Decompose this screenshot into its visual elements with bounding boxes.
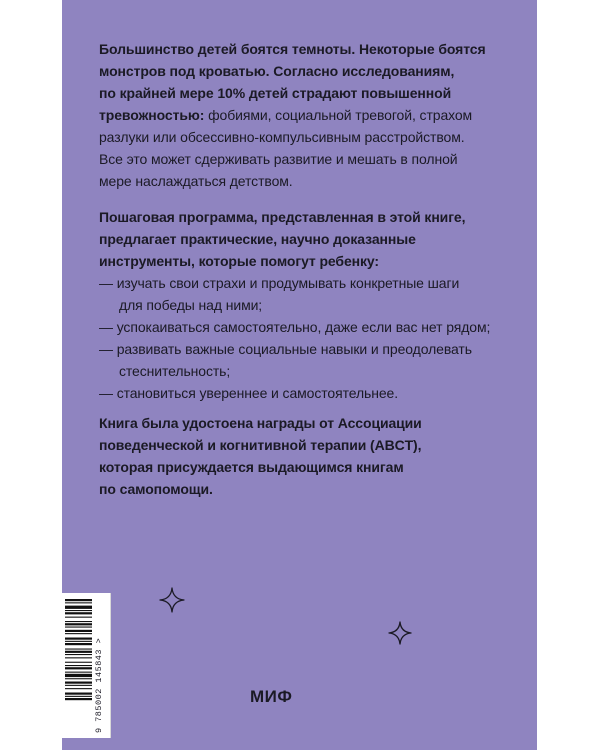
program-bold-line-3: инструменты, которые помогут ребенку: xyxy=(99,253,379,269)
award-paragraph xyxy=(99,412,519,500)
sparkle-icon xyxy=(159,587,185,613)
bullet-continuation: стеснительность; xyxy=(119,363,231,379)
intro-line-5: разлуки или обсессивно-компульсивным расстройством. xyxy=(99,129,465,145)
bullet-item xyxy=(99,316,519,338)
intro-paragraph xyxy=(99,38,519,192)
program-paragraph xyxy=(99,206,519,404)
book-back-cover xyxy=(62,0,537,750)
barcode-bars xyxy=(62,593,92,738)
isbn-barcode xyxy=(62,593,111,738)
publisher-logo: МИФ xyxy=(250,687,293,706)
bullet-text: — успокаиваться самостоятельно, даже если вас нет рядом; xyxy=(99,319,491,335)
intro-line-4: фобиями, социальной тревогой, страхом xyxy=(204,107,473,123)
barcode-digits: 9 785002 145843 > xyxy=(94,637,104,733)
bullet-text: — развивать важные социальные навыки и преодолевать xyxy=(99,341,472,357)
award-line-3: которая присуждается выдающимся книгам xyxy=(99,459,404,475)
intro-bold-line-2: монстров под кроватью. Согласно исследованиям, xyxy=(99,63,455,79)
intro-bold-line-4: тревожностью: xyxy=(99,107,205,123)
bullet-item xyxy=(99,272,519,316)
intro-bold-line-1: Большинство детей боятся темноты. Некоторые боятся xyxy=(99,41,486,57)
program-bold-line-2: предлагает практические, научно доказанные xyxy=(99,231,416,247)
bullet-text: — изучать свои страхи и продумывать конкретные шаги xyxy=(99,275,460,291)
program-bold-line-1: Пошаговая программа, представленная в этой книге, xyxy=(99,209,466,225)
intro-line-6: Все это может сдерживать развитие и мешать в полной xyxy=(99,151,458,167)
bullet-item xyxy=(99,382,519,404)
award-line-1: Книга была удостоена награды от Ассоциации xyxy=(99,415,422,431)
bullet-text: — становиться увереннее и самостоятельнее. xyxy=(99,385,399,401)
program-bullet-list xyxy=(99,272,519,404)
intro-bold-line-3: по крайней мере 10% детей страдают повышенной xyxy=(99,85,452,101)
award-line-4: по самопомощи. xyxy=(99,481,213,497)
sparkle-icon xyxy=(388,621,412,645)
bullet-continuation: для победы над ними; xyxy=(119,297,263,313)
bullet-item xyxy=(99,338,519,382)
intro-line-7: мере наслаждаться детством. xyxy=(99,173,293,189)
award-line-2: поведенческой и когнитивной терапии (ABCT), xyxy=(99,437,422,453)
